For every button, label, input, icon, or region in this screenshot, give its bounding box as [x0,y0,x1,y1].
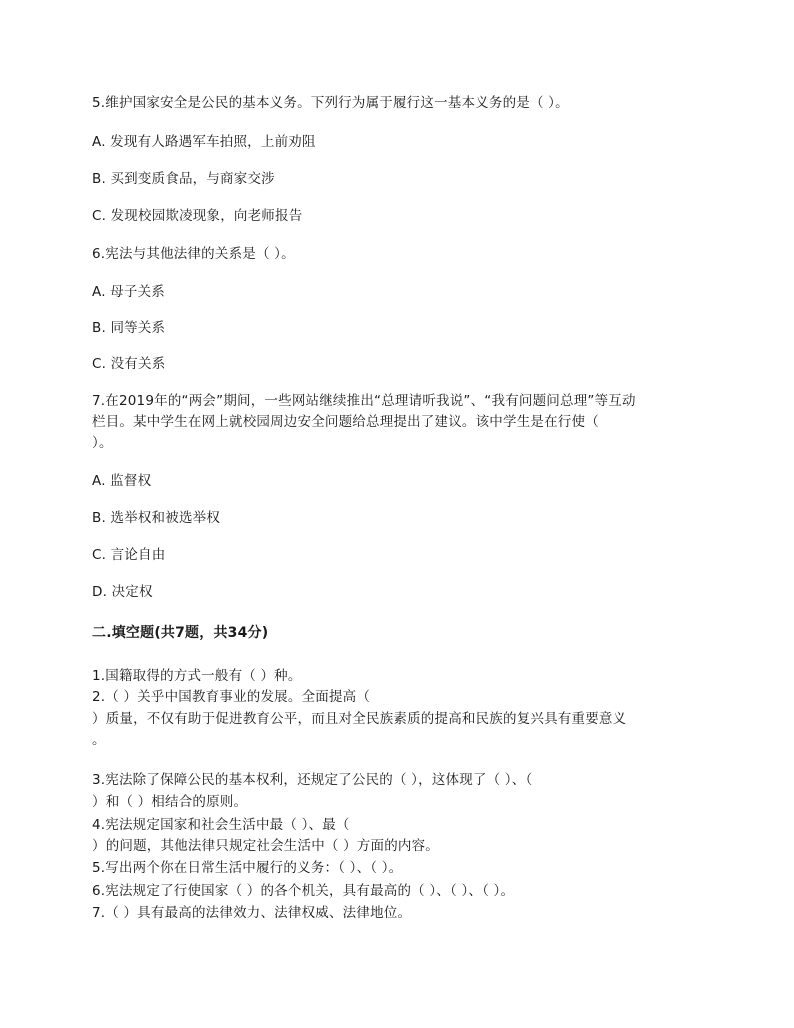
fill-line-4: 。 [92,732,106,748]
fill-line-8: ）的问题，其他法律只规定社会生活中（ ）方面的内容。 [92,838,439,854]
question-6-option-a: A. 母子关系 [92,284,165,300]
question-5-option-c: C. 发现校园欺凌现象，向老师报告 [92,208,303,224]
fill-line-5: 3.宪法除了保障公民的基本权利，还规定了公民的（ ），这体现了（ ）、（ [92,772,533,788]
section-heading: 二.填空题(共7题，共34分) [92,625,269,641]
question-7-option-b: B. 选举权和被选举权 [92,510,221,526]
fill-line-1: 1.国籍取得的方式一般有（ ）种。 [92,668,302,684]
fill-line-10: 6.宪法规定了行使国家（ ）的各个机关，具有最高的（ ）、（ ）、（ ）。 [92,883,515,899]
fill-line-6: ）和（ ）相结合的原则。 [92,794,248,810]
question-7-option-d: D. 决定权 [92,584,153,600]
question-5-option-b: B. 买到变质食品，与商家交涉 [92,171,275,187]
fill-line-9: 5.写出两个你在日常生活中履行的义务：（ ）、（ ）。 [92,860,403,876]
question-5-option-a: A. 发现有人路遇军车拍照，上前劝阻 [92,134,316,150]
question-5-stem: 5.维护国家安全是公民的基本义务。下列行为属于履行这一基本义务的是（ ）。 [92,95,569,111]
question-7-option-c: C. 言论自由 [92,547,166,563]
question-6-option-c: C. 没有关系 [92,356,166,372]
question-7-stem-line-3: ）。 [92,435,113,451]
fill-line-3: ）质量，不仅有助于促进教育公平，而且对全民族素质的提高和民族的复兴具有重要意义 [92,711,627,727]
fill-line-7: 4.宪法规定国家和社会生活中最（ ）、最（ [92,817,350,833]
fill-line-11: 7.（ ）具有最高的法律效力、法律权威、法律地位。 [92,905,412,921]
question-7-stem-line-1: 7.在2019年的“两会”期间，一些网站继续推出“总理请听我说”、“我有问题问总理”等互动 [92,393,636,409]
question-6-stem: 6.宪法与其他法律的关系是（ ）。 [92,246,295,262]
fill-line-2: 2.（ ）关乎中国教育事业的发展。全面提高（ [92,689,371,705]
question-7-stem-line-2: 栏目。某中学生在网上就校园周边安全问题给总理提出了建议。该中学生是在行使（ [92,414,599,430]
question-6-option-b: B. 同等关系 [92,320,166,336]
question-7-option-a: A. 监督权 [92,473,152,489]
